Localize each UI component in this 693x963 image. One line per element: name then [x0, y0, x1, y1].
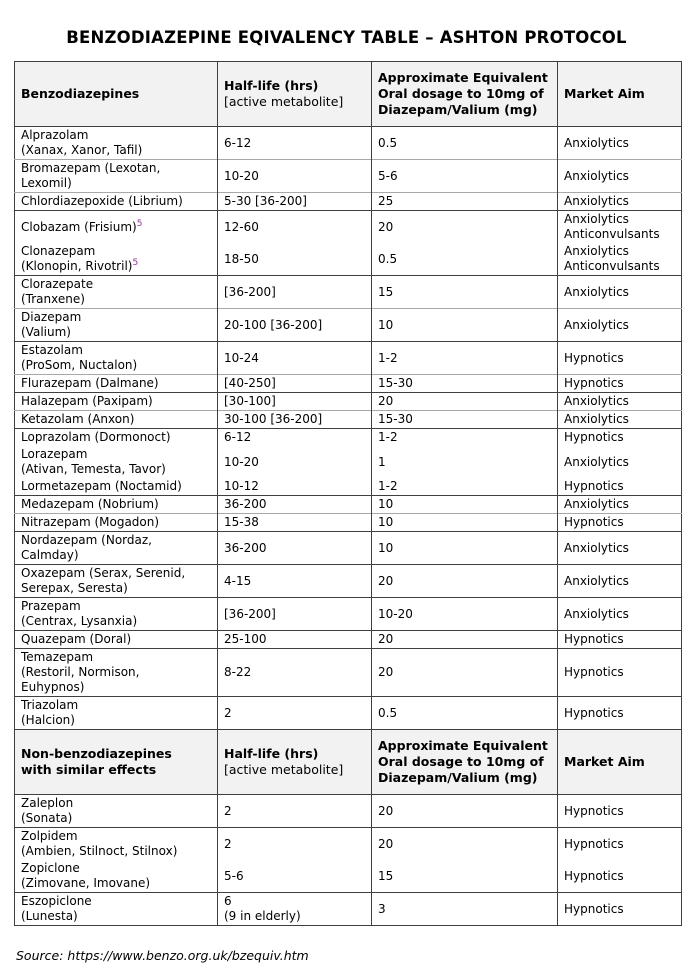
dosage-cell: 10 [372, 496, 558, 514]
half-life-cell: 6-12 [218, 127, 372, 160]
half-life-cell: [36-200] [218, 598, 372, 631]
market-aim-cell: Anxiolytics [558, 127, 682, 160]
table-row [15, 795, 682, 828]
market-aim-cell: Anxiolytics Anticonvulsants [558, 211, 682, 244]
drug-name-cell: Loprazolam (Dormonoct) [15, 429, 218, 447]
market-aim-cell: Anxiolytics [558, 411, 682, 429]
half-life-cell: 10-20 [218, 446, 372, 478]
table-row [15, 411, 682, 429]
half-life-cell: 10-12 [218, 478, 372, 496]
drug-name-cell: Lormetazepam (Noctamid) [15, 478, 218, 496]
market-aim-cell: Hypnotics [558, 375, 682, 393]
dosage-cell: 20 [372, 565, 558, 598]
dosage-cell: 1 [372, 446, 558, 478]
table-header-row [15, 62, 682, 127]
table-row [15, 211, 682, 244]
market-aim-cell: Anxiolytics [558, 393, 682, 411]
table-row [15, 598, 682, 631]
half-life-cell: 12-60 [218, 211, 372, 244]
market-aim-cell: Anxiolytics [558, 598, 682, 631]
source-citation: Source: https://www.benzo.org.uk/bzequiv.htm [16, 948, 309, 963]
market-aim-cell: Hypnotics [558, 429, 682, 447]
drug-name-cell: Bromazepam (Lexotan, Lexomil) [15, 160, 218, 193]
market-aim-cell: Hypnotics [558, 514, 682, 532]
table-row [15, 243, 682, 276]
dosage-cell: 20 [372, 393, 558, 411]
half-life-cell: 36-200 [218, 496, 372, 514]
header-dosage-column: Approximate Equivalent Oral dosage to 10mg of Diazepam/Valium (mg) [372, 730, 558, 795]
market-aim-cell: Anxiolytics [558, 565, 682, 598]
table-header-row [15, 730, 682, 795]
dosage-cell: 10 [372, 514, 558, 532]
table-row [15, 631, 682, 649]
drug-name-cell: Nordazepam (Nordaz, Calmday) [15, 532, 218, 565]
market-aim-cell: Hypnotics [558, 828, 682, 861]
header-half-life-column: Half-life (hrs) [active metabolite] [218, 730, 372, 795]
header-drug-column: Benzodiazepines [15, 62, 218, 127]
drug-name-cell: Ketazolam (Anxon) [15, 411, 218, 429]
table-row [15, 496, 682, 514]
dosage-cell: 15-30 [372, 411, 558, 429]
drug-name-cell: Chlordiazepoxide (Librium) [15, 193, 218, 211]
drug-name-cell: Clonazepam (Klonopin, Rivotril)$^5$ [15, 243, 218, 276]
half-life-cell: 10-20 [218, 160, 372, 193]
half-life-cell: 30-100 [36-200] [218, 411, 372, 429]
half-life-cell: [30-100] [218, 393, 372, 411]
market-aim-cell: Hypnotics [558, 697, 682, 730]
half-life-cell: 25-100 [218, 631, 372, 649]
table-row [15, 532, 682, 565]
drug-name-cell: Estazolam (ProSom, Nuctalon) [15, 342, 218, 375]
footnote-superscript: 5 [136, 218, 143, 229]
half-life-cell: 15-38 [218, 514, 372, 532]
header-dosage-column: Approximate Equivalent Oral dosage to 10mg of Diazepam/Valium (mg) [372, 62, 558, 127]
drug-name-cell: Halazepam (Paxipam) [15, 393, 218, 411]
drug-name-cell: Clorazepate (Tranxene) [15, 276, 218, 309]
dosage-cell: 10-20 [372, 598, 558, 631]
dosage-cell: 0.5 [372, 697, 558, 730]
market-aim-cell: Hypnotics [558, 795, 682, 828]
drug-name-cell: Prazepam (Centrax, Lysanxia) [15, 598, 218, 631]
half-life-cell: 10-24 [218, 342, 372, 375]
market-aim-cell: Hypnotics [558, 342, 682, 375]
equivalency-table [14, 61, 682, 926]
table-row [15, 446, 682, 478]
market-aim-cell: Anxiolytics [558, 496, 682, 514]
table-row [15, 193, 682, 211]
table-row [15, 893, 682, 926]
dosage-cell: 1-2 [372, 429, 558, 447]
half-life-cell: 2 [218, 828, 372, 861]
dosage-cell: 3 [372, 893, 558, 926]
drug-name-cell: Zaleplon (Sonata) [15, 795, 218, 828]
dosage-cell: 5-6 [372, 160, 558, 193]
half-life-cell: [40-250] [218, 375, 372, 393]
drug-name-cell: Zopiclone (Zimovane, Imovane) [15, 860, 218, 893]
dosage-cell: 0.5 [372, 127, 558, 160]
half-life-cell: 8-22 [218, 649, 372, 697]
drug-name-cell: Quazepam (Doral) [15, 631, 218, 649]
drug-name-cell: Clobazam (Frisium)$^5$ [15, 211, 218, 244]
table-row [15, 429, 682, 447]
drug-name-cell: Diazepam (Valium) [15, 309, 218, 342]
drug-name-cell: Alprazolam (Xanax, Xanor, Tafil) [15, 127, 218, 160]
drug-name-cell: Flurazepam (Dalmane) [15, 375, 218, 393]
half-life-cell: 6-12 [218, 429, 372, 447]
dosage-cell: 20 [372, 649, 558, 697]
half-life-cell: 5-30 [36-200] [218, 193, 372, 211]
market-aim-cell: Anxiolytics [564, 454, 629, 469]
dosage-cell: 20 [372, 828, 558, 861]
drug-name-cell: Zolpidem (Ambien, Stilnoct, Stilnox) [15, 828, 218, 861]
dosage-cell: 15-30 [372, 375, 558, 393]
half-life-cell: 2 [218, 795, 372, 828]
table-row [15, 478, 682, 496]
dosage-cell: 15 [372, 276, 558, 309]
drug-name-cell: Temazepam (Restoril, Normison, Euhypnos) [15, 649, 218, 697]
half-life-cell: 4-15 [218, 565, 372, 598]
market-aim-cell: Anxiolytics [558, 309, 682, 342]
market-aim-cell: Anxiolytics Anticonvulsants [564, 244, 660, 273]
market-aim-cell: Hypnotics [558, 893, 682, 926]
market-aim-cell: Anxiolytics [558, 193, 682, 211]
dosage-cell: 20 [372, 211, 558, 244]
drug-name-cell: Nitrazepam (Mogadon) [15, 514, 218, 532]
equivalency-table-body [15, 62, 682, 926]
table-row [15, 342, 682, 375]
table-row [15, 697, 682, 730]
half-life-cell: [36-200] [218, 276, 372, 309]
market-aim-cell: Hypnotics [558, 631, 682, 649]
market-aim-cell: Anxiolytics [558, 160, 682, 193]
table-row [15, 514, 682, 532]
drug-name-cell: Triazolam (Halcion) [15, 697, 218, 730]
market-aim-cell: Anxiolytics [558, 532, 682, 565]
table-row [15, 649, 682, 697]
header-drug-column: Non-benzodiazepines with similar effects [15, 730, 218, 795]
dosage-cell: 25 [372, 193, 558, 211]
dosage-cell: 1-2 [372, 342, 558, 375]
drug-name-cell: Eszopiclone (Lunesta) [15, 893, 218, 926]
dosage-cell: 1-2 [372, 478, 558, 496]
half-life-cell: 6 (9 in elderly) [218, 893, 372, 926]
market-aim-cell: Hypnotics [564, 479, 624, 493]
dosage-cell: 10 [372, 532, 558, 565]
market-aim-cell: Hypnotics [564, 868, 624, 883]
header-market-aim-column: Market Aim [558, 62, 682, 127]
table-row [15, 565, 682, 598]
drug-name-cell: Lorazepam (Ativan, Temesta, Tavor) [15, 446, 218, 478]
dosage-cell: 20 [372, 631, 558, 649]
half-life-cell: 5-6 [218, 860, 372, 893]
market-aim-cell: Anxiolytics [558, 276, 682, 309]
page-title: BENZODIAZEPINE EQIVALENCY TABLE – ASHTON PROTOCOL [66, 28, 627, 47]
half-life-cell: 20-100 [36-200] [218, 309, 372, 342]
drug-name-cell: Oxazepam (Serax, Serenid, Serepax, Seresta) [15, 565, 218, 598]
market-aim-cell: Hypnotics [558, 649, 682, 697]
header-market-aim-column: Market Aim [558, 730, 682, 795]
table-row [15, 828, 682, 861]
table-row [15, 375, 682, 393]
table-row [15, 860, 682, 893]
half-life-cell: 18-50 [218, 243, 372, 276]
dosage-cell: 10 [372, 309, 558, 342]
half-life-cell: 36-200 [218, 532, 372, 565]
dosage-cell: 15 [372, 860, 558, 893]
drug-name-cell: Medazepam (Nobrium) [15, 496, 218, 514]
table-row [15, 393, 682, 411]
table-row [15, 160, 682, 193]
half-life-cell: 2 [218, 697, 372, 730]
table-row [15, 309, 682, 342]
dosage-cell: 0.5 [372, 243, 558, 276]
footnote-superscript: 5 [132, 258, 139, 268]
table-row [15, 276, 682, 309]
header-half-life-column: Half-life (hrs) [active metabolite] [218, 62, 372, 127]
dosage-cell: 20 [372, 795, 558, 828]
table-row [15, 127, 682, 160]
